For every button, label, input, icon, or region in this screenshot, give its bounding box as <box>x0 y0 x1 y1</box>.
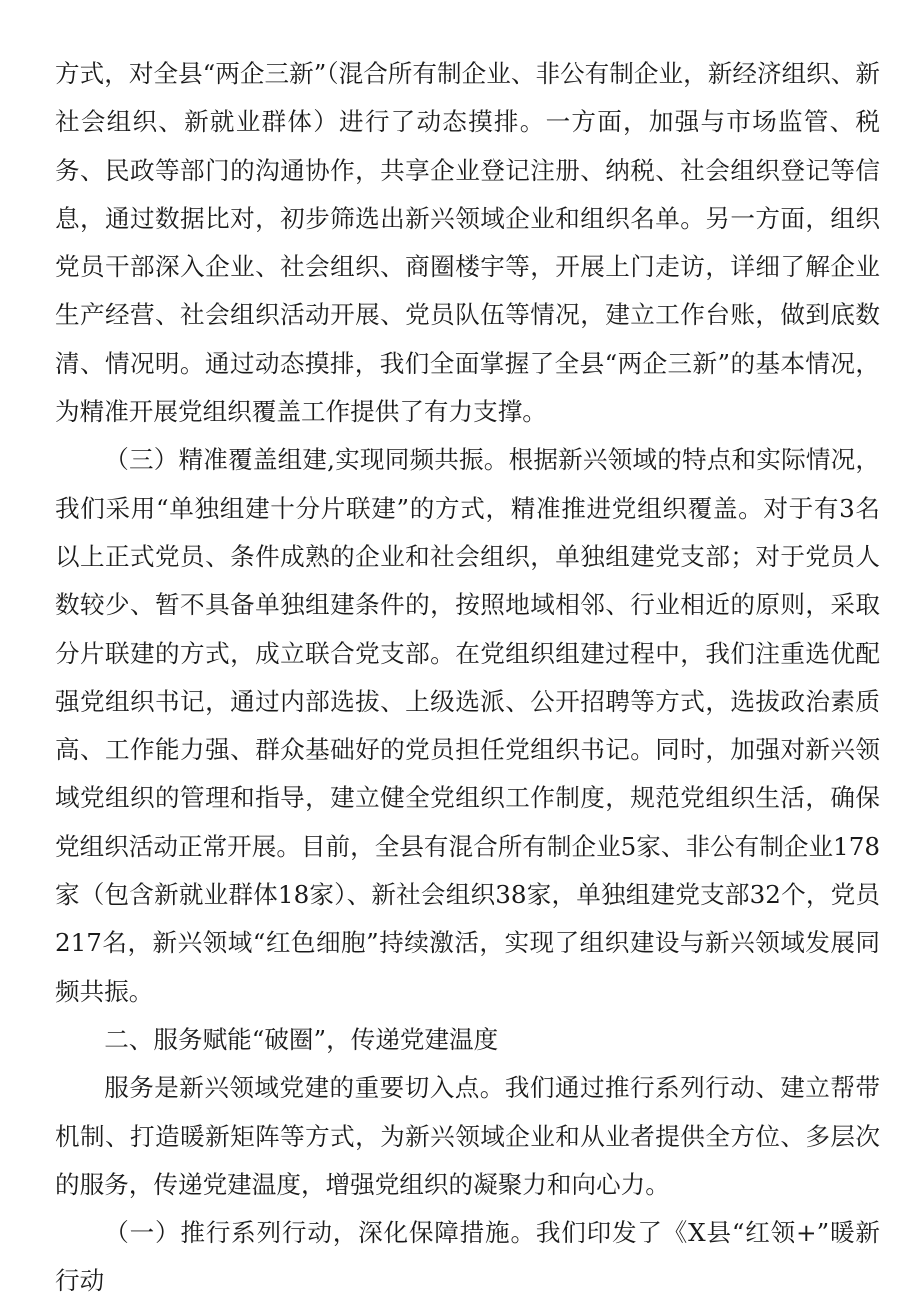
document-page <box>55 50 880 1306</box>
section-heading-two: 二、服务赋能“破圈”，传递党建温度 <box>104 1024 499 1054</box>
paragraph-section-three: （三）精准覆盖组建,实现同频共振。根据新兴领域的特点和实际情况，我们采用“单独组建十分片联建”的方式，精准推进党组织覆盖。对于有3名以上正式党员、条件成熟的企业和社会组织，单独组建党支部；对于党员人数较少、暂不具备单独组建条件的，按照地域相邻、行业相近的原则，采取分片联建的方式，成立联合党支部。在党组织组建过程中，我们注重选优配强党组织书记，通过内部选拔、上级选派、公开招聘等方式，选拔政治素质高、工作能力强、群众基础好的党员担任党组织书记。同时，加强对新兴领域党组织的管理和指导，建立健全党组织工作制度，规范党组织生活，确保党组织活动正常开展。目前，全县有混合所有制企业5家、非公有制企业178家（包含新就业群体18家）、新社会组织38家，单独组建党支部32个，党员217名，新兴领域“红色细胞”持续激活，实现了组织建设与新兴领域发展同频共振。 <box>55 445 880 1006</box>
paragraph-service-intro: 服务是新兴领域党建的重要切入点。我们通过推行系列行动、建立帮带机制、打造暖新矩阵等方式，为新兴领域企业和从业者提供全方位、多层次的服务，传递党建温度，增强党组织的凝聚力和向心力。 <box>55 1073 880 1199</box>
paragraph-continuation: 方式，对全县“两企三新”（混合所有制企业、非公有制企业，新经济组织、新社会组织、新就业群体）进行了动态摸排。一方面，加强与市场监管、税务、民政等部门的沟通协作，共享企业登记注册、纳税、社会组织登记等信息，通过数据比对，初步筛选出新兴领域企业和组织名单。另一方面，组织党员干部深入企业、社会组织、商圈楼宇等，开展上门走访，详细了解企业生产经营、社会组织活动开展、党员队伍等情况，建立工作台账，做到底数清、情况明。通过动态摸排，我们全面掌握了全县“两企三新”的基本情况，为精准开展党组织覆盖工作提供了有力支撑。 <box>55 59 880 427</box>
paragraph-subsection-one: （一）推行系列行动，深化保障措施。我们印发了《X县“红领+”暖新行动 <box>55 1218 880 1296</box>
